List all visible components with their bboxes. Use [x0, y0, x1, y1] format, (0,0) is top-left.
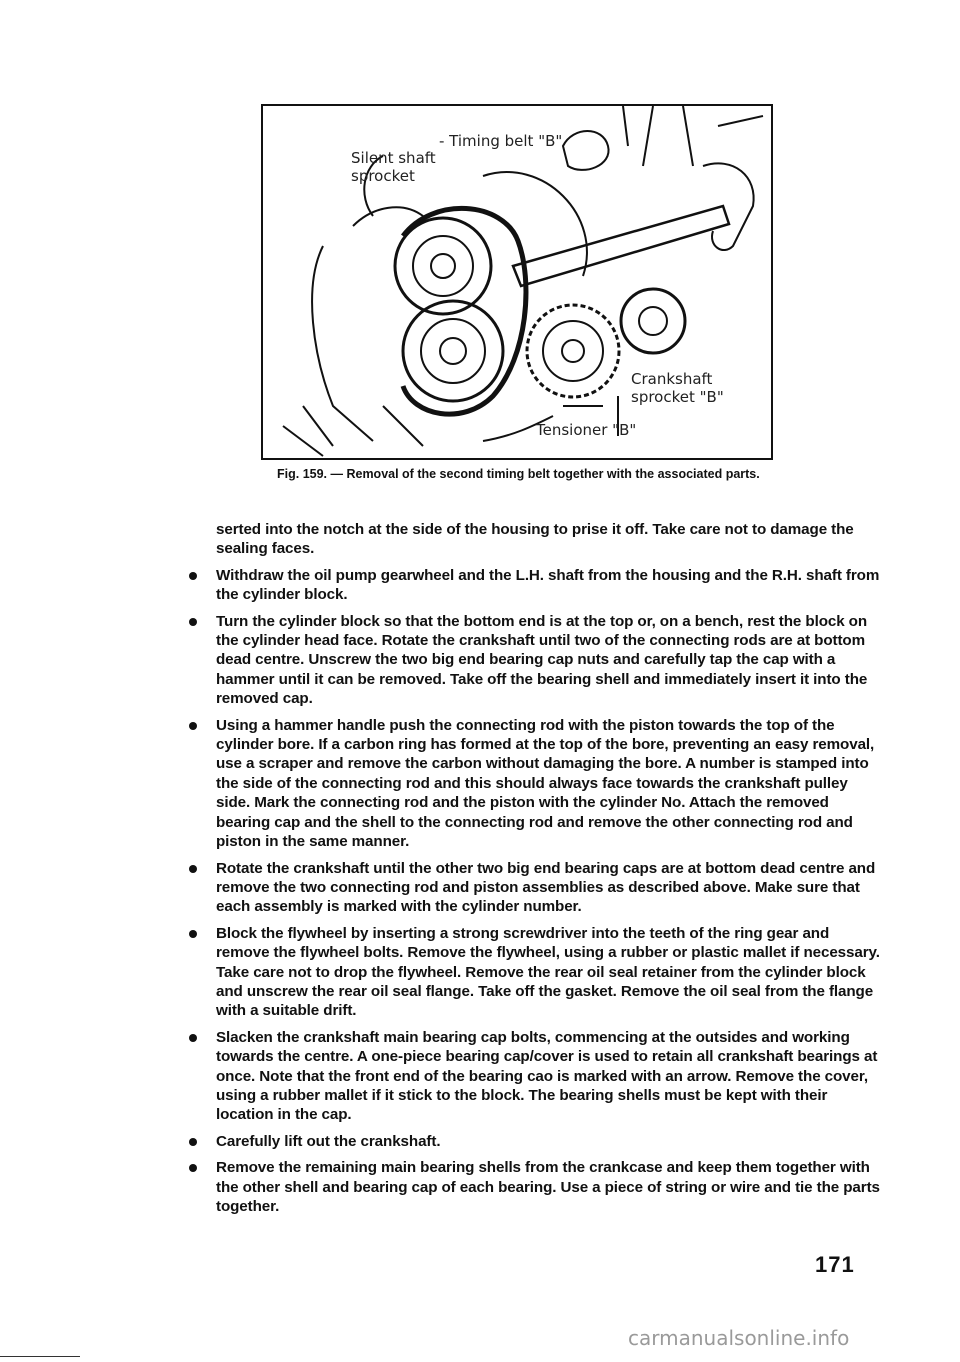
- bullet-icon: [189, 1164, 197, 1172]
- list-item: [184, 1158, 880, 1216]
- list-item: [184, 859, 880, 917]
- figure-159: [261, 104, 773, 460]
- list-item: [184, 1028, 880, 1125]
- list-item: [184, 612, 880, 709]
- bullet-icon: [189, 1034, 197, 1042]
- list-item: [184, 924, 880, 1021]
- list-item-text: Block the flywheel by inserting a strong screwdriver into the teeth of the ring gear and remove the flywheel bolts. Remove the flywheel, using a rubber or plastic mallet if necessary. Take care not to drop the flywheel. Remove the rear oil seal retainer from the cylinder block and unscrew the rear oil seal flange. Take off the gasket. Remove the oil seal from the flange with a suitable drift.: [216, 924, 880, 1020]
- list-item-text: Carefully lift out the crankshaft.: [216, 1132, 441, 1150]
- list-item-text: Slacken the crankshaft main bearing cap bolts, commencing at the outsides and working towards the centre. A one-piece bearing cap/cover is used to retain all crankshaft bearings at once. Note that the front end of the bearing cao is marked with an arrow. Remove the cover, using a rubber mallet if it stick to the block. The bearing shells must be kept with their location in the cap.: [216, 1028, 878, 1124]
- crankshaft-label-line1: Crankshaft: [631, 370, 713, 388]
- footer-divider: [0, 1356, 80, 1357]
- instruction-list: [184, 566, 880, 1217]
- list-item-text: Using a hammer handle push the connecting rod with the piston towards the top of the cylinder bore. If a carbon ring has formed at the top of the bore, preventing an easy removal, use a scraper and remove the carbon without damaging the bore. A number is stamped into the side of the connecting rod and this should always face towards the crankshaft pulley side. Mark the connecting rod and the piston with the cylinder No. Attach the removed bearing cap and the shell to the connecting rod and remove the other connecting rod and piston in the same manner.: [216, 716, 875, 851]
- list-item-text: Rotate the crankshaft until the other two big end bearing caps are at bottom dead centre and remove the two connecting rod and piston assemblies as described above. Make sure that each assembly is marked with the cylinder number.: [216, 859, 876, 916]
- figure-caption: Fig. 159. — Removal of the second timing belt together with the associated parts.: [277, 467, 760, 481]
- bullet-icon: [189, 865, 197, 873]
- list-item-text: Turn the cylinder block so that the bottom end is at the top or, on a bench, rest the block on the cylinder head face. Rotate the crankshaft until two of the connecting rods are at bottom dead centre. Unscrew the two big end bearing cap nuts and carefully tap the cap with a hammer until it can be removed. Take off the bearing shell and immediately insert it into the removed cap.: [216, 612, 868, 708]
- list-item: [184, 716, 880, 852]
- page-number: 171: [815, 1252, 855, 1277]
- tensioner-label: Tensioner "B": [536, 421, 637, 439]
- silent-shaft-label-line1: Silent shaft: [351, 149, 436, 167]
- list-item: [184, 566, 880, 605]
- watermark: carmanualsonline.info: [628, 1326, 850, 1350]
- silent-shaft-label-line2: sprocket: [351, 167, 415, 185]
- list-item: [184, 1132, 880, 1151]
- bullet-icon: [189, 618, 197, 626]
- lead-paragraph: serted into the notch at the side of the housing to prise it off. Take care not to damage the sealing faces.: [216, 521, 854, 558]
- bullet-icon: [189, 722, 197, 730]
- bullet-icon: [189, 572, 197, 580]
- timing-belt-label: - Timing belt "B": [439, 132, 563, 150]
- bullet-icon: [189, 1138, 197, 1146]
- crankshaft-label-line2: sprocket "B": [631, 388, 724, 406]
- list-item-text: Remove the remaining main bearing shells from the crankcase and keep them together with the other shell and bearing cap of each bearing. Use a piece of string or wire and tie the parts together.: [216, 1159, 880, 1215]
- list-item-text: Withdraw the oil pump gearwheel and the L.H. shaft from the housing and the R.H. shaft from the cylinder block.: [216, 566, 880, 604]
- bullet-icon: [189, 930, 197, 938]
- body-text: [184, 520, 880, 1223]
